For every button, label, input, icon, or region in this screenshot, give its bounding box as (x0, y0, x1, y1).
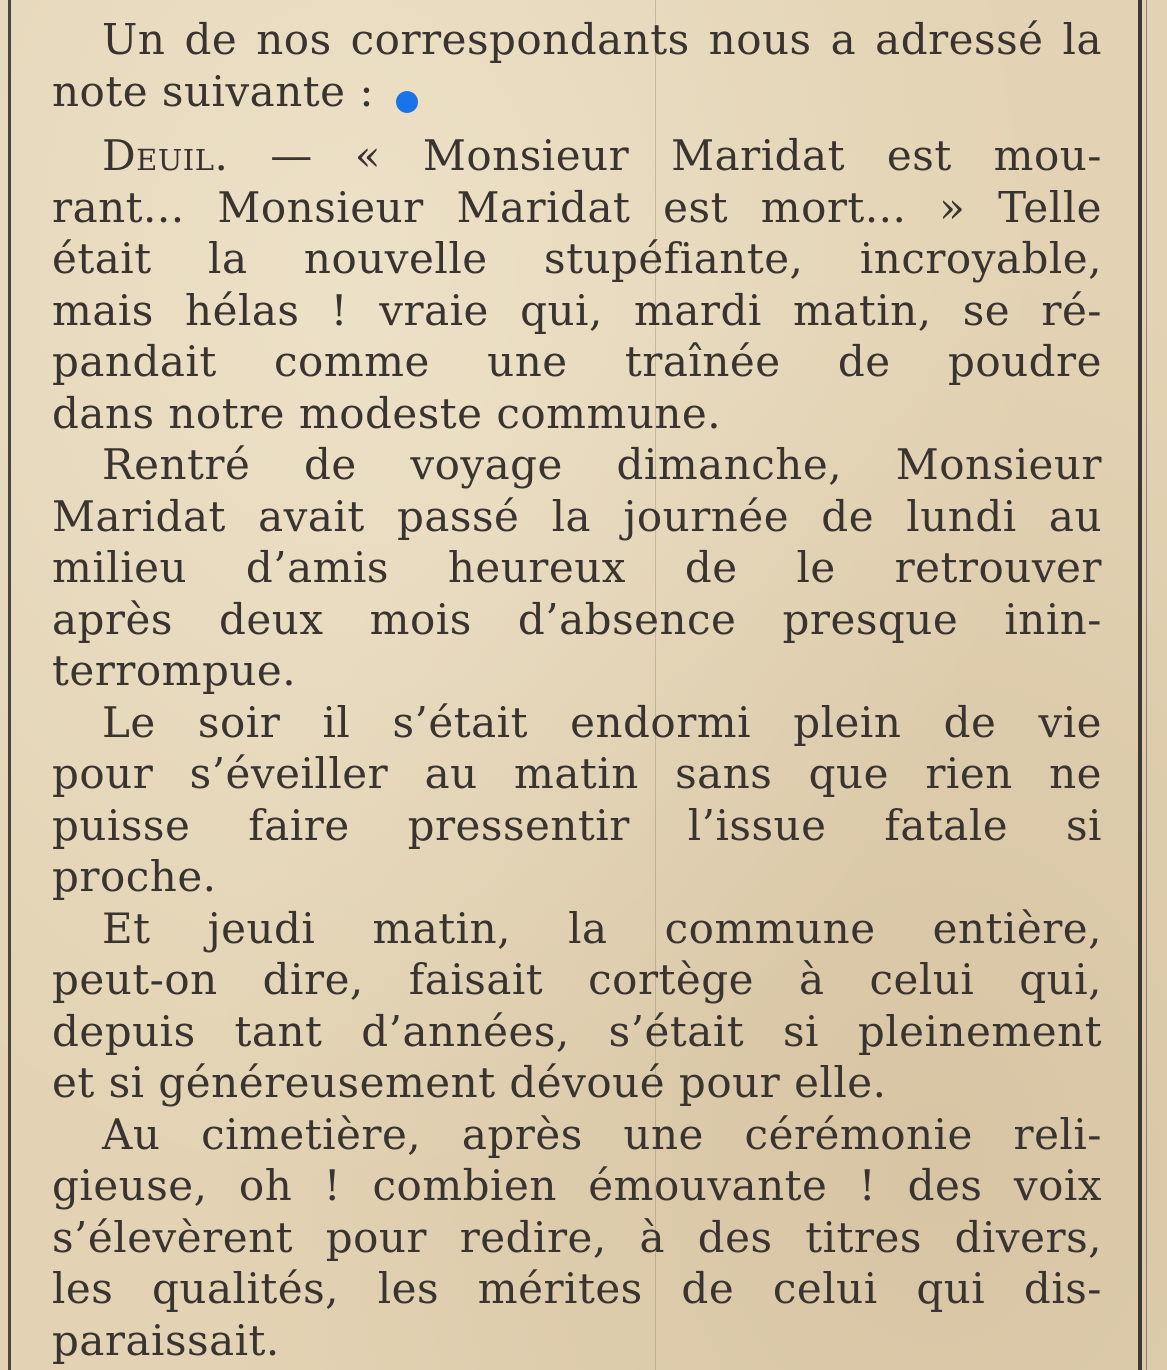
text-line: était la nouvelle stupéfiante, incroyable, (52, 234, 1102, 283)
text-line: les qualités, les mérites de celui qui dis- (52, 1264, 1102, 1313)
column-rule-left (8, 0, 11, 1370)
paragraph-jeudi (52, 903, 1102, 1109)
text-line: depuis tant d’années, s’était si pleinement (52, 1006, 1102, 1056)
text-line: Un de nos correspondants nous a adressé la (102, 15, 1102, 64)
text-line: Rentré de voyage dimanche, Monsieur (102, 440, 1102, 489)
text-line: s’élevèrent pour redire, à des titres divers, (52, 1212, 1102, 1262)
intro-paragraph (52, 14, 1102, 117)
text-line: après deux mois d’absence presque inin- (52, 594, 1102, 644)
text-line: peut-on dire, faisait cortège à celui qui, (52, 955, 1102, 1004)
text-line: puisse faire pressentir l’issue fatale si (52, 800, 1102, 850)
column-rule-right (1138, 0, 1142, 1370)
headline-word: Deuil. (102, 131, 229, 180)
text-line: Et jeudi matin, la commune entière, (102, 903, 1102, 953)
text-line: Deuil. — « Monsieur Maridat est mou- (102, 131, 1102, 180)
paragraph-soir (52, 697, 1102, 903)
text-line: pandait comme une traînée de poudre (52, 337, 1102, 386)
text-line: terrompue. (52, 646, 297, 695)
text-line: gieuse, oh ! combien émouvante ! des voix (52, 1161, 1102, 1210)
article-column (52, 14, 1102, 1366)
text-line: paraissait. (52, 1315, 280, 1365)
text-line: Au cimetière, après une cérémonie reli- (102, 1109, 1102, 1159)
paragraph-deuil (52, 130, 1102, 439)
column-rule-right-thin (1146, 0, 1147, 1370)
text-line: dans notre modeste commune. (52, 388, 722, 438)
text-line: mais hélas ! vraie qui, mardi matin, se ré- (52, 285, 1102, 335)
text-line: Le soir il s’était endormi plein de vie (102, 697, 1102, 747)
text-line: rant... Monsieur Maridat est mort... » Telle (52, 182, 1102, 232)
text-line: et si généreusement dévoué pour elle. (52, 1058, 887, 1107)
paragraph-cimetiere (52, 1109, 1102, 1367)
text-line: Maridat avait passé la journée de lundi au (52, 491, 1102, 541)
paragraph-retour (52, 439, 1102, 697)
text-line: note suivante : (52, 66, 375, 116)
text-line: pour s’éveiller au matin sans que rien ne (52, 749, 1102, 798)
cursor-indicator (396, 91, 418, 113)
text-line: proche. (52, 852, 217, 901)
text-line: milieu d’amis heureux de le retrouver (52, 543, 1102, 592)
